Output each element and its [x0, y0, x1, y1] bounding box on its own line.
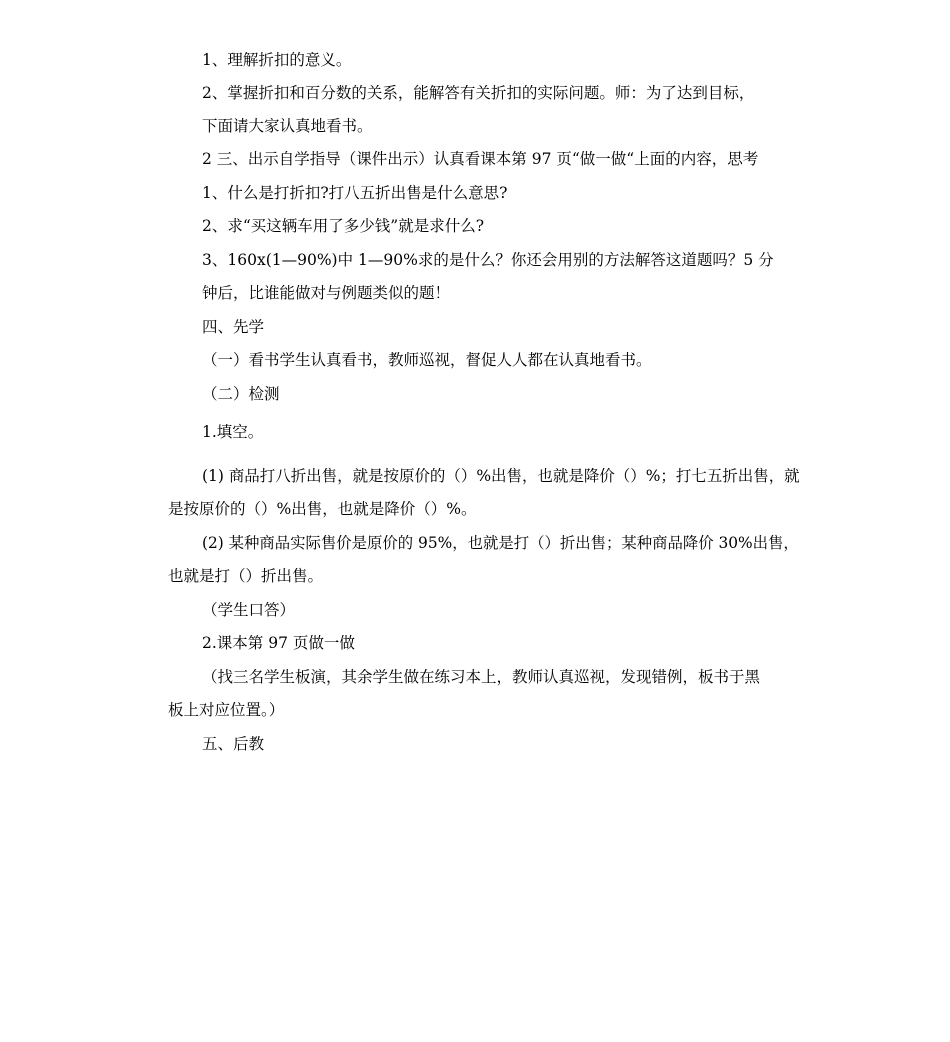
text-line: 2、掌握折扣和百分数的关系，能解答有关折扣的实际问题。师：为了达到目标， — [202, 84, 755, 102]
text-line: (1) 商品打八折出售，就是按原价的（）%出售，也就是降价（）%；打七五折出售，就 — [202, 467, 800, 485]
text-line: 1.填空。 — [202, 423, 264, 441]
text-line: 1、什么是打折扣?打八五折出售是什么意思? — [202, 184, 508, 202]
section-heading: 四、先学 — [202, 318, 265, 336]
text-line: 2.课本第 97 页做一做 — [202, 634, 355, 652]
text-line: 钟后，比谁能做对与例题类似的题！ — [202, 284, 451, 302]
text-line: (2) 某种商品实际售价是原价的 95%，也就是打（）折出售；某种商品降价 30%出售， — [202, 534, 799, 552]
sub-heading: （二）检测 — [202, 385, 280, 403]
text-line: 是按原价的（）%出售，也就是降价（）%。 — [168, 500, 477, 518]
text-line: 1、理解折扣的意义。 — [202, 51, 352, 69]
section-heading: 五、后教 — [202, 735, 265, 753]
text-line: 3、160x(1—90%)中 1—90%求的是什么？你还会用别的方法解答这道题吗？5 分 — [202, 251, 774, 269]
text-line: 也就是打（）折出售。 — [168, 567, 324, 585]
text-line: （找三名学生板演，其余学生做在练习本上，教师认真巡视，发现错例，板书于黑 — [202, 668, 761, 686]
text-line: （一）看书学生认真看书，教师巡视，督促人人都在认真地看书。 — [202, 351, 652, 369]
text-line: 下面请大家认真地看书。 — [202, 117, 373, 135]
text-line: 2、求“买这辆车用了多少钱”就是求什么? — [202, 217, 485, 235]
text-line: 板上对应位置。） — [168, 701, 285, 719]
text-line: （学生口答） — [202, 601, 296, 619]
text-line: 2 三、出示自学指导（课件出示）认真看课本第 97 页“做一做“上面的内容，思考 — [202, 150, 759, 168]
